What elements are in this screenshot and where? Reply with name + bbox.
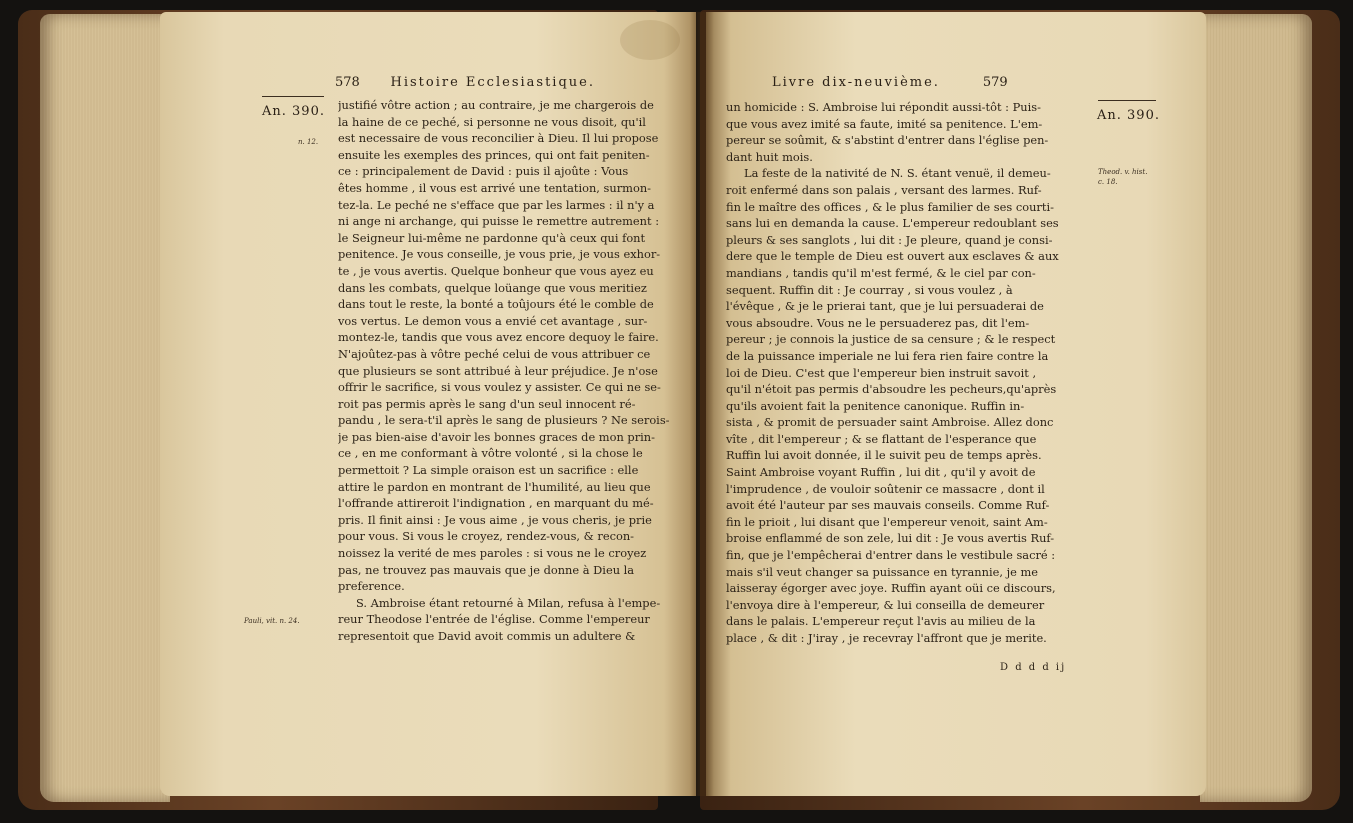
text-line: pour vous. Si vous le croyez, rendez-vous, & recon- <box>338 529 635 544</box>
text-line: vos vertus. Le demon vous a envié cet avantage , sur- <box>338 313 648 328</box>
left-margin-year: An. 390. <box>262 104 325 119</box>
right-margin-rule <box>1098 100 1156 101</box>
right-running-header <box>772 75 1008 90</box>
text-line: la haine de ce peché, si personne ne vous disoit, qu'il <box>338 114 646 129</box>
text-line: N'ajoûtez-pas à vôtre peché celui de vous attribuer ce <box>338 346 651 361</box>
text-line: place , & dit : J'iray , je recevray l'affront que je merite. <box>726 631 1047 645</box>
text-line: fin le maître des offices , & le plus familier de ses courti- <box>726 199 1054 214</box>
text-line: que vous avez imité sa faute, imité sa penitence. L'em- <box>726 116 1043 131</box>
text-line: le Seigneur lui-même ne pardonne qu'à ceux qui font <box>338 230 646 245</box>
text-line: que plusieurs se sont attribué à leur préjudice. Je n'ose <box>338 363 658 378</box>
text-line: qu'ils avoient fait la penitence canonique. Ruffin in- <box>726 398 1025 413</box>
text-line: offrir le sacrifice, si vous voulez y assister. Ce qui ne se- <box>338 380 661 395</box>
text-line: de la puissance imperiale ne lui fera rien faire contre la <box>726 348 1049 363</box>
text-line: l'offrande attireroit l'indignation , en marquant du mé- <box>338 496 654 511</box>
text-line: Ruffin lui avoit donnée, il le suivit peu de temps après. <box>726 448 1042 463</box>
text-line: reur Theodose l'entrée de l'église. Comme l'empereur <box>338 612 650 627</box>
right-page-edges <box>1200 14 1312 802</box>
text-line: permettoit ? La simple oraison est un sacrifice : elle <box>338 463 639 478</box>
text-line: dans tout le reste, la bonté a toûjours été le comble de <box>338 297 654 312</box>
text-line: mais s'il veut changer sa puissance en tyrannie, je me <box>726 564 1039 579</box>
text-line: avoit été l'auteur par ses mauvais conseils. Comme Ruf- <box>726 498 1050 513</box>
left-body-text <box>338 97 684 645</box>
text-line: broise enflammé de son zele, lui dit : Je vous avertis Ruf- <box>726 531 1055 546</box>
left-running-title: Histoire Ecclesiastique. <box>390 75 595 90</box>
text-line: pereur se soûmit, & s'abstint d'entrer dans l'église pen- <box>726 133 1049 148</box>
text-line: ensuite les exemples des princes, qui ont fait peniten- <box>338 147 650 162</box>
text-line: ce : principalement de David : puis il ajoûte : Vous <box>338 164 629 179</box>
left-page-number: 578 <box>335 75 360 90</box>
text-line: l'imprudence , de vouloir soûtenir ce massacre , dont il <box>726 481 1045 496</box>
text-line: ce , en me conformant à vôtre volonté , si la chose le <box>338 446 643 461</box>
text-line: roit pas permis après le sang d'un seul innocent ré- <box>338 396 636 411</box>
paper-stain <box>620 20 680 60</box>
text-line: dere que le temple de Dieu est ouvert aux esclaves & aux <box>726 249 1059 264</box>
text-line: l'envoya dire à l'empereur, & lui conseilla de demeurer <box>726 597 1045 612</box>
text-line: sans lui en demanda la cause. L'empereur redoublant ses <box>726 216 1059 231</box>
right-side-note: c. 18. <box>1098 178 1118 186</box>
left-margin-rule <box>262 96 324 97</box>
text-line: mandians , tandis qu'il m'est fermé, & le ciel par con- <box>726 265 1036 280</box>
text-line: noissez la verité de mes paroles : si vous ne le croyez <box>338 546 647 561</box>
text-line: loi de Dieu. C'est que l'empereur bien instruit savoit , <box>726 365 1037 380</box>
text-line: attire le pardon en montrant de l'humilité, au lieu que <box>338 479 651 494</box>
text-line: dans les combats, quelque loüange que vous meritiez <box>338 280 647 295</box>
left-page-edges <box>40 14 170 802</box>
text-line: sequent. Ruffin dit : Je courray , si vous voulez , à <box>726 282 1013 297</box>
text-line: je pas bien-aise d'avoir les bonnes graces de mon prin- <box>338 429 655 444</box>
text-line: vîte , dit l'empereur ; & se flattant de l'esperance que <box>726 431 1037 446</box>
right-page-number: 579 <box>982 75 1008 90</box>
left-side-note: n. 12. <box>298 138 319 146</box>
right-running-title: Livre dix-neuvième. <box>772 75 940 90</box>
left-running-header <box>335 75 595 90</box>
text-line: preference. <box>338 579 405 594</box>
right-body-text <box>726 99 1090 647</box>
text-line: justifié vôtre action ; au contraire, je me chargerois de <box>338 98 654 112</box>
text-line: Saint Ambroise voyant Ruffin , lui dit , qu'il y avoit de <box>726 465 1036 480</box>
text-line: est necessaire de vous reconcilier à Dieu. Il lui propose <box>338 131 659 146</box>
text-line: ni ange ni archange, qui puisse le remettre autrement : <box>338 214 660 229</box>
text-line: pereur ; je connois la justice de sa censure ; & le respect <box>726 332 1056 347</box>
text-line: dant huit mois. <box>726 149 813 164</box>
right-margin-year: An. 390. <box>1097 108 1160 123</box>
text-line: tez-la. Le peché ne s'efface que par les larmes : il n'y a <box>338 197 655 212</box>
text-line: qu'il n'étoit pas permis d'absoudre les pecheurs,qu'après <box>726 382 1057 397</box>
text-line: pris. Il finit ainsi : Je vous aime , je vous cheris, je prie <box>338 512 652 527</box>
text-line: fin le prioit , lui disant que l'empereur venoit, saint Am- <box>726 514 1048 529</box>
text-line: êtes homme , il vous est arrivé une tentation, surmon- <box>338 180 652 195</box>
text-line: fin, que je l'empêcherai d'entrer dans le vestibule sacré : <box>726 548 1056 563</box>
text-line: un homicide : S. Ambroise lui répondit aussi-tôt : Puis- <box>726 100 1041 114</box>
text-line: l'évêque , & je le prierai tant, que je lui persuaderai de <box>726 299 1044 314</box>
text-line: S. Ambroise étant retourné à Milan, refusa à l'empe- <box>356 595 661 610</box>
text-line: te , je vous avertis. Quelque bonheur que vous ayez eu <box>338 263 654 278</box>
text-line: pas, ne trouvez pas mauvais que je donne à Dieu la <box>338 562 635 577</box>
text-line: montez-le, tandis que vous avez encore dequoy le faire. <box>338 330 659 345</box>
text-line: dans le palais. L'empereur reçut l'avis au milieu de la <box>726 614 1036 629</box>
book-gutter <box>690 12 714 796</box>
signature-mark: D d d d ij <box>1000 662 1067 673</box>
text-line: penitence. Je vous conseille, je vous prie, je vous exhor- <box>338 247 661 262</box>
right-side-note: Theod. v. hist. <box>1098 168 1148 176</box>
text-line: roit enfermé dans son palais , versant des larmes. Ruf- <box>726 182 1042 197</box>
text-line: vous absoudre. Vous ne le persuaderez pas, dit l'em- <box>726 315 1030 330</box>
text-line: sista , & promit de persuader saint Ambroise. Allez donc <box>726 415 1054 430</box>
text-line: laisseray égorger avec joye. Ruffin ayant oüi ce discours, <box>726 581 1056 596</box>
text-line: representoit que David avoit commis un adultere & <box>338 629 636 643</box>
text-line: pandu , le sera-t'il après le sang de plusieurs ? Ne serois- <box>338 413 670 428</box>
text-line: pleurs & ses sanglots , lui dit : Je pleure, quand je consi- <box>726 232 1053 247</box>
left-side-note: Pauli, vit. n. 24. <box>244 617 300 625</box>
text-line: La feste de la nativité de N. S. étant venuë, il demeu- <box>744 166 1051 181</box>
